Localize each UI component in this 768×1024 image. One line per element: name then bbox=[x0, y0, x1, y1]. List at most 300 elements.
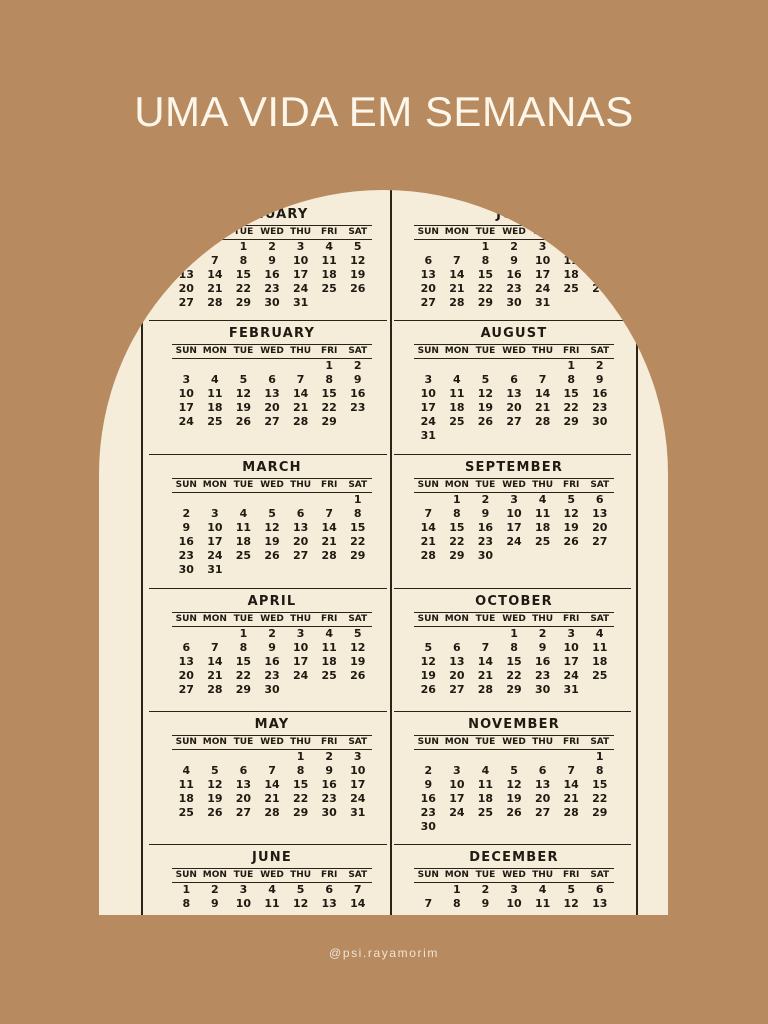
weekday-label: SUN bbox=[417, 870, 439, 880]
day-cell: 1 bbox=[239, 627, 248, 640]
day-cell: 12 bbox=[506, 778, 522, 791]
day-cell: 17 bbox=[449, 792, 465, 805]
weekday-label: FRI bbox=[320, 480, 338, 490]
day-cell: 2 bbox=[211, 883, 219, 896]
week-row bbox=[414, 792, 614, 806]
day-cell: 17 bbox=[506, 521, 522, 534]
day-cell: 24 bbox=[350, 792, 366, 805]
day-cell: 15 bbox=[235, 268, 252, 281]
day-cell: 14 bbox=[350, 897, 366, 910]
day-cell: 23 bbox=[264, 669, 280, 682]
day-cell: 22 bbox=[292, 792, 309, 805]
day-cell: 16 bbox=[592, 387, 608, 400]
day-cell: 27 bbox=[449, 683, 465, 696]
day-cell: 12 bbox=[350, 254, 366, 267]
weekday-label: WED bbox=[502, 737, 526, 747]
week-row bbox=[172, 373, 372, 387]
day-cell: 10 bbox=[506, 897, 522, 910]
weekday-label: TUE bbox=[475, 737, 496, 747]
day-cell: 12 bbox=[350, 641, 366, 654]
day-cell: 12 bbox=[477, 387, 494, 400]
weekday-label: WED bbox=[502, 614, 526, 624]
weekday-label: WED bbox=[502, 227, 526, 237]
weekday-label: SUN bbox=[417, 614, 439, 624]
day-cell bbox=[414, 627, 443, 641]
day-cell: 16 bbox=[321, 778, 337, 791]
day-cell: 11 bbox=[321, 641, 337, 654]
day-cell: 27 bbox=[178, 683, 194, 696]
day-cell: 15 bbox=[292, 778, 309, 791]
weekday-label: MON bbox=[444, 614, 469, 624]
weekday-label: SUN bbox=[175, 227, 197, 237]
day-cell: 24 bbox=[563, 669, 579, 682]
week-row bbox=[172, 683, 372, 697]
day-cell: 23 bbox=[420, 806, 436, 819]
weekday-label: SAT bbox=[348, 870, 368, 880]
day-cell bbox=[500, 429, 529, 443]
week-row bbox=[414, 254, 614, 268]
day-cell: 3 bbox=[296, 627, 305, 640]
day-cell: 7 bbox=[481, 641, 490, 654]
weekday-label: FRI bbox=[562, 870, 580, 880]
day-cell: 26 bbox=[477, 415, 494, 428]
day-cell: 6 bbox=[239, 764, 248, 777]
day-cell: 14 bbox=[207, 268, 223, 281]
weekday-label: SUN bbox=[417, 227, 439, 237]
day-cell: 17 bbox=[350, 778, 366, 791]
day-cell: 15 bbox=[235, 655, 252, 668]
day-cell: 1 bbox=[595, 750, 604, 763]
day-cell: 5 bbox=[353, 627, 362, 640]
day-cell bbox=[528, 429, 557, 443]
day-cell: 24 bbox=[292, 282, 309, 295]
day-cell: 31 bbox=[350, 806, 366, 819]
day-cell: 23 bbox=[321, 792, 337, 805]
day-cell: 30 bbox=[264, 683, 280, 696]
week-row bbox=[414, 806, 614, 820]
day-cell: 9 bbox=[268, 254, 276, 267]
day-cell: 19 bbox=[264, 535, 280, 548]
day-cell: 18 bbox=[534, 521, 551, 534]
day-cell bbox=[343, 415, 372, 429]
day-cell: 8 bbox=[481, 254, 490, 267]
day-cell bbox=[585, 683, 614, 697]
day-cell: 8 bbox=[567, 373, 575, 386]
day-cell: 31 bbox=[563, 683, 579, 696]
day-cell bbox=[258, 493, 287, 507]
day-cell: 24 bbox=[420, 415, 436, 428]
weekday-label: MON bbox=[202, 870, 227, 880]
month-divider bbox=[394, 320, 631, 321]
day-cell: 29 bbox=[449, 549, 465, 562]
weekday-header bbox=[414, 225, 614, 240]
day-cell: 3 bbox=[182, 373, 191, 386]
day-cell: 22 bbox=[235, 282, 252, 295]
weekday-label: MON bbox=[444, 227, 469, 237]
day-cell: 17 bbox=[420, 401, 436, 414]
day-cell bbox=[286, 563, 315, 577]
weekday-label: MON bbox=[444, 737, 469, 747]
day-cell: 13 bbox=[592, 897, 608, 910]
week-row bbox=[414, 282, 614, 296]
day-cell: 24 bbox=[292, 669, 309, 682]
day-cell: 30 bbox=[178, 563, 194, 576]
day-cell: 7 bbox=[453, 254, 461, 267]
day-cell: 8 bbox=[182, 897, 191, 910]
month-name: JANUARY bbox=[235, 207, 309, 222]
day-cell: 1 bbox=[453, 883, 461, 896]
day-cell bbox=[201, 627, 230, 641]
weekday-label: MON bbox=[444, 480, 469, 490]
day-cell: 4 bbox=[481, 764, 490, 777]
weekday-label: SUN bbox=[175, 614, 197, 624]
day-cell: 30 bbox=[420, 820, 436, 833]
day-cell: 11 bbox=[235, 521, 252, 534]
week-row bbox=[414, 778, 614, 792]
day-cell: 5 bbox=[567, 883, 575, 896]
week-row bbox=[172, 296, 372, 310]
day-cell: 31 bbox=[420, 429, 436, 442]
day-cell bbox=[414, 493, 443, 507]
day-cell bbox=[172, 240, 201, 254]
month-block bbox=[172, 848, 372, 911]
day-cell: 7 bbox=[325, 507, 333, 520]
day-cell: 19 bbox=[506, 792, 522, 805]
day-cell bbox=[414, 883, 443, 897]
day-cell bbox=[585, 820, 614, 834]
day-cell: 20 bbox=[592, 521, 608, 534]
day-cell: 5 bbox=[424, 641, 433, 654]
day-cell bbox=[557, 549, 586, 563]
day-cell: 3 bbox=[211, 507, 219, 520]
day-cell: 6 bbox=[325, 883, 333, 896]
day-cell: 8 bbox=[595, 764, 604, 777]
day-cell bbox=[414, 359, 443, 373]
day-cell bbox=[443, 627, 472, 641]
day-cell: 9 bbox=[538, 641, 547, 654]
day-cell bbox=[201, 240, 230, 254]
month-divider bbox=[394, 588, 631, 589]
month-block bbox=[172, 592, 372, 697]
week-row bbox=[414, 883, 614, 897]
day-cell bbox=[557, 820, 586, 834]
day-cell: 15 bbox=[477, 268, 494, 281]
day-cell: 19 bbox=[477, 401, 494, 414]
day-cell: 16 bbox=[420, 792, 436, 805]
day-cell: 17 bbox=[292, 655, 309, 668]
day-cell: 10 bbox=[235, 897, 252, 910]
week-row bbox=[172, 764, 372, 778]
day-cell: 13 bbox=[592, 507, 608, 520]
weekday-label: SUN bbox=[175, 737, 197, 747]
day-cell: 12 bbox=[207, 778, 223, 791]
weekday-label: SAT bbox=[590, 480, 610, 490]
day-cell: 29 bbox=[592, 806, 608, 819]
day-cell: 17 bbox=[178, 401, 194, 414]
day-cell: 18 bbox=[592, 655, 608, 668]
day-cell: 1 bbox=[182, 883, 191, 896]
week-row bbox=[414, 549, 614, 563]
day-cell: 11 bbox=[178, 778, 194, 791]
day-cell: 19 bbox=[350, 655, 366, 668]
day-cell: 25 bbox=[321, 282, 337, 295]
week-row bbox=[414, 359, 614, 373]
month-name: OCTOBER bbox=[475, 594, 553, 609]
day-cell: 20 bbox=[178, 669, 194, 682]
weekday-header bbox=[414, 612, 614, 627]
day-cell: 13 bbox=[178, 655, 194, 668]
day-cell: 9 bbox=[595, 373, 604, 386]
day-cell: 18 bbox=[178, 792, 194, 805]
day-cell bbox=[443, 750, 472, 764]
month-divider bbox=[394, 844, 631, 845]
week-row bbox=[172, 240, 372, 254]
week-row bbox=[414, 296, 614, 310]
month-divider bbox=[149, 320, 387, 321]
day-cell: 28 bbox=[449, 296, 465, 309]
day-cell: 12 bbox=[563, 897, 579, 910]
day-cell: 15 bbox=[350, 521, 366, 534]
week-row bbox=[414, 897, 614, 911]
day-cell bbox=[229, 359, 258, 373]
week-row bbox=[414, 493, 614, 507]
day-cell: 27 bbox=[534, 806, 551, 819]
day-cell: 17 bbox=[292, 268, 309, 281]
weekday-label: SAT bbox=[348, 614, 368, 624]
weekday-label: FRI bbox=[320, 346, 338, 356]
day-cell: 30 bbox=[477, 549, 494, 562]
day-cell bbox=[258, 750, 287, 764]
day-cell: 23 bbox=[477, 535, 494, 548]
day-cell: 10 bbox=[350, 764, 366, 777]
day-cell bbox=[443, 359, 472, 373]
weekday-label: SUN bbox=[175, 346, 197, 356]
day-cell: 13 bbox=[178, 268, 194, 281]
day-cell: 6 bbox=[453, 641, 461, 654]
day-cell: 7 bbox=[424, 897, 433, 910]
weekday-label: FRI bbox=[562, 614, 580, 624]
calendar-sheet bbox=[99, 190, 668, 915]
day-cell bbox=[443, 820, 472, 834]
day-cell bbox=[471, 627, 500, 641]
weekday-label: WED bbox=[502, 346, 526, 356]
day-cell: 29 bbox=[235, 683, 252, 696]
day-cell: 21 bbox=[207, 282, 223, 295]
day-cell: 3 bbox=[453, 764, 461, 777]
day-cell: 12 bbox=[563, 507, 579, 520]
day-cell: 29 bbox=[235, 296, 252, 309]
day-cell: 22 bbox=[321, 401, 337, 414]
day-cell: 25 bbox=[178, 806, 194, 819]
day-cell: 18 bbox=[477, 792, 494, 805]
weekday-label: SAT bbox=[348, 737, 368, 747]
month-block bbox=[172, 324, 372, 429]
day-cell: 7 bbox=[567, 764, 575, 777]
day-cell: 7 bbox=[211, 641, 219, 654]
weekday-header bbox=[172, 478, 372, 493]
month-name: FEBRUARY bbox=[228, 326, 316, 341]
weekday-label: MON bbox=[444, 870, 469, 880]
day-cell: 4 bbox=[182, 764, 191, 777]
day-cell bbox=[201, 750, 230, 764]
day-cell: 2 bbox=[182, 507, 191, 520]
day-cell bbox=[315, 683, 344, 697]
week-row bbox=[172, 268, 372, 282]
day-cell: 27 bbox=[178, 296, 194, 309]
week-row bbox=[172, 750, 372, 764]
day-cell: 16 bbox=[506, 268, 522, 281]
month-name: SEPTEMBER bbox=[464, 460, 564, 475]
day-cell: 21 bbox=[449, 282, 465, 295]
day-cell: 21 bbox=[420, 535, 436, 548]
month-block bbox=[414, 848, 614, 911]
day-cell: 15 bbox=[592, 778, 608, 791]
weekday-label: MON bbox=[202, 227, 227, 237]
day-cell bbox=[471, 750, 500, 764]
weekday-label: MON bbox=[444, 346, 469, 356]
day-cell bbox=[585, 429, 614, 443]
month-block bbox=[172, 458, 372, 577]
frame-rule-right bbox=[636, 190, 638, 915]
week-row bbox=[414, 373, 614, 387]
day-cell: 23 bbox=[350, 401, 366, 414]
day-cell: 2 bbox=[268, 240, 276, 253]
day-cell: 14 bbox=[264, 778, 280, 791]
day-cell: 26 bbox=[207, 806, 223, 819]
day-cell: 29 bbox=[321, 415, 337, 428]
day-cell: 17 bbox=[563, 655, 579, 668]
week-row bbox=[172, 792, 372, 806]
weekday-label: MON bbox=[202, 346, 227, 356]
day-cell: 22 bbox=[563, 401, 579, 414]
day-cell: 9 bbox=[353, 373, 362, 386]
day-cell: 11 bbox=[563, 254, 579, 267]
day-cell: 4 bbox=[268, 883, 276, 896]
month-divider bbox=[149, 588, 387, 589]
day-cell: 28 bbox=[264, 806, 280, 819]
day-cell: 9 bbox=[510, 254, 518, 267]
day-cell bbox=[500, 359, 529, 373]
day-cell: 17 bbox=[207, 535, 223, 548]
weekday-label: SAT bbox=[348, 480, 368, 490]
week-row bbox=[172, 897, 372, 911]
day-cell: 30 bbox=[264, 296, 280, 309]
day-cell: 1 bbox=[325, 359, 333, 372]
day-cell: 11 bbox=[264, 897, 280, 910]
day-cell bbox=[343, 296, 372, 310]
day-cell: 5 bbox=[211, 764, 219, 777]
month-name: JUNE bbox=[252, 850, 292, 865]
day-cell bbox=[557, 296, 586, 310]
day-cell: 2 bbox=[268, 627, 276, 640]
day-cell: 4 bbox=[325, 240, 333, 253]
day-cell: 10 bbox=[534, 254, 551, 267]
day-cell: 9 bbox=[424, 778, 433, 791]
day-cell: 26 bbox=[592, 282, 608, 295]
weekday-header bbox=[172, 225, 372, 240]
day-cell: 18 bbox=[321, 655, 337, 668]
month-divider bbox=[149, 454, 387, 455]
weekday-label: FRI bbox=[320, 870, 338, 880]
day-cell: 8 bbox=[353, 507, 362, 520]
weekday-label: TUE bbox=[233, 737, 254, 747]
day-cell bbox=[343, 683, 372, 697]
day-cell: 6 bbox=[296, 507, 305, 520]
weekday-label: TUE bbox=[233, 346, 254, 356]
day-cell: 21 bbox=[264, 792, 280, 805]
weekday-header bbox=[414, 735, 614, 750]
weekday-label: MON bbox=[202, 614, 227, 624]
day-cell: 1 bbox=[239, 240, 248, 253]
day-cell: 5 bbox=[353, 240, 362, 253]
weekday-label: SAT bbox=[348, 346, 368, 356]
week-row bbox=[414, 429, 614, 443]
day-cell bbox=[585, 549, 614, 563]
day-cell: 26 bbox=[420, 683, 436, 696]
day-cell: 22 bbox=[477, 282, 494, 295]
day-cell: 23 bbox=[592, 401, 608, 414]
month-block bbox=[414, 205, 614, 310]
week-row bbox=[172, 778, 372, 792]
day-cell: 18 bbox=[207, 401, 223, 414]
day-cell: 8 bbox=[453, 507, 461, 520]
day-cell: 9 bbox=[481, 507, 490, 520]
day-cell: 9 bbox=[481, 897, 490, 910]
day-cell: 15 bbox=[321, 387, 337, 400]
day-cell: 21 bbox=[292, 401, 309, 414]
weekday-label: SUN bbox=[175, 870, 197, 880]
day-cell: 1 bbox=[453, 493, 461, 506]
weekday-label: THU bbox=[290, 614, 312, 624]
day-cell bbox=[443, 240, 472, 254]
week-row bbox=[414, 764, 614, 778]
day-cell bbox=[414, 750, 443, 764]
weekday-label: THU bbox=[532, 346, 554, 356]
day-cell: 6 bbox=[538, 764, 547, 777]
month-name: JULY bbox=[496, 207, 532, 222]
day-cell: 31 bbox=[534, 296, 551, 309]
day-cell: 30 bbox=[506, 296, 522, 309]
day-cell: 4 bbox=[211, 373, 219, 386]
day-cell: 8 bbox=[296, 764, 305, 777]
day-cell: 8 bbox=[325, 373, 333, 386]
weekday-label: WED bbox=[260, 227, 284, 237]
day-cell: 28 bbox=[477, 683, 494, 696]
day-cell: 7 bbox=[296, 373, 305, 386]
day-cell: 23 bbox=[264, 282, 280, 295]
day-cell: 6 bbox=[424, 254, 433, 267]
week-row bbox=[172, 254, 372, 268]
day-cell bbox=[172, 627, 201, 641]
day-cell bbox=[315, 563, 344, 577]
day-cell: 5 bbox=[239, 373, 248, 386]
day-cell: 16 bbox=[534, 655, 551, 668]
day-cell: 8 bbox=[239, 641, 248, 654]
weekday-label: SAT bbox=[590, 737, 610, 747]
day-cell: 6 bbox=[182, 254, 191, 267]
week-row bbox=[172, 521, 372, 535]
day-cell: 3 bbox=[239, 883, 248, 896]
week-row bbox=[414, 627, 614, 641]
week-row bbox=[172, 549, 372, 563]
day-cell: 16 bbox=[477, 521, 494, 534]
weekday-label: MON bbox=[202, 480, 227, 490]
weekday-label: TUE bbox=[233, 614, 254, 624]
month-block bbox=[414, 715, 614, 834]
weekday-label: WED bbox=[260, 346, 284, 356]
day-cell: 26 bbox=[350, 282, 366, 295]
month-name: MARCH bbox=[242, 460, 302, 475]
